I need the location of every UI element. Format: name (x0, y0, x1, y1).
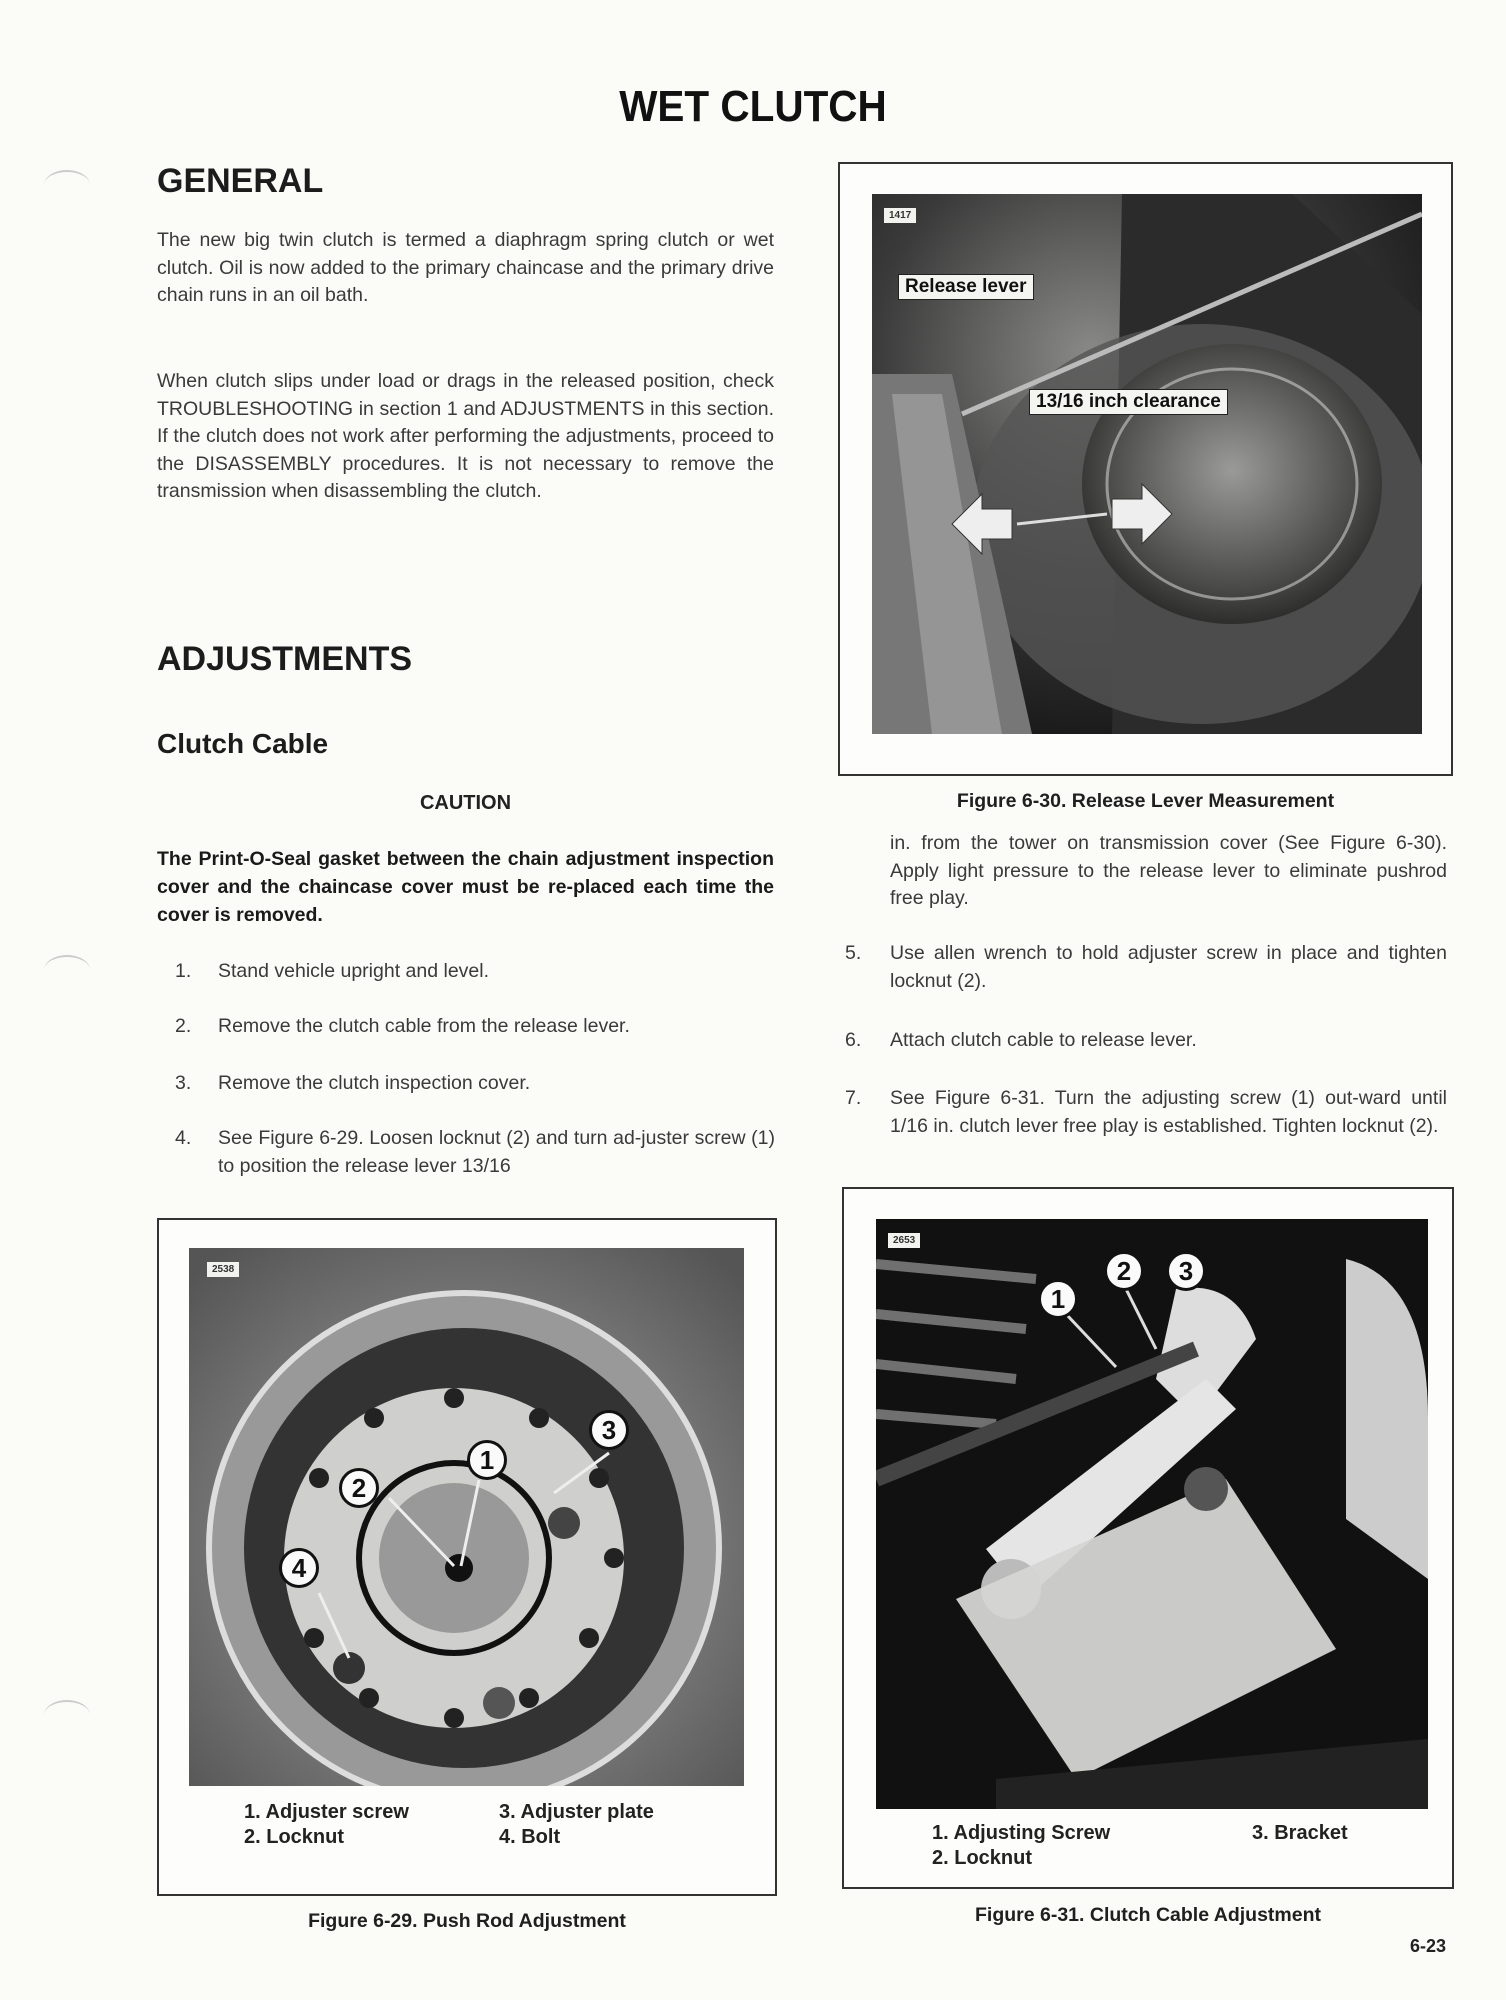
callout-2: 2 (1104, 1251, 1144, 1291)
legend-col (499, 1800, 654, 1850)
callout-3: 3 (589, 1410, 629, 1450)
step-number: 7. (845, 1087, 862, 1109)
legend-col (244, 1800, 409, 1850)
step-text: Attach clutch cable to release lever. (890, 1029, 1197, 1051)
callout-1: 1 (467, 1440, 507, 1480)
step-number: 2. (175, 1015, 192, 1037)
legend-item: 1. Adjuster screw (244, 1801, 409, 1823)
legend-item: 3. Adjuster plate (499, 1801, 654, 1823)
adjustments-heading: ADJUSTMENTS (157, 640, 413, 678)
caution-text: The Print-O-Seal gasket between the chain adjustment inspection cover and the chaincase cover must be re-placed each time the cover is removed. (157, 848, 774, 926)
general-paragraph: When clutch slips under load or drags in the released position, check TROUBLESHOOTING in section 1 and ADJUSTMENTS in this section. If the clutch does not work after performing the adjustments, proceed to the DISASSEMBLY procedures. It is not necessary to remove the transmission when disassembling the clutch. (157, 370, 774, 502)
step-text: Use allen wrench to hold adjuster screw in place and tighten locknut (2). (890, 942, 1447, 992)
step-text: in. from the tower on transmission cover (See Figure 6-30). Apply light pressure to the release lever to eliminate pushrod free play. (890, 832, 1447, 909)
figure-6-31-photo (876, 1219, 1428, 1809)
binder-mark (44, 955, 90, 985)
legend-item: 3. Bracket (1252, 1822, 1348, 1844)
legend-col (932, 1821, 1110, 1871)
binder-mark (44, 170, 90, 200)
step-text: Remove the clutch inspection cover. (218, 1072, 531, 1094)
figure-6-30-caption: Figure 6-30. Release Lever Measurement (956, 790, 1335, 812)
legend-item: 2. Locknut (244, 1826, 345, 1848)
step-item (845, 830, 1447, 913)
callout-1: 1 (1038, 1279, 1078, 1319)
step-number: 4. (175, 1127, 192, 1149)
step-item (175, 1070, 775, 1098)
step-number: 5. (845, 942, 862, 964)
step-text: Remove the clutch cable from the release lever. (218, 1015, 630, 1037)
general-heading: GENERAL (157, 162, 324, 200)
legend-item: 4. Bolt (499, 1826, 561, 1848)
figure-6-29 (157, 1218, 777, 1896)
callout-4: 4 (279, 1548, 319, 1588)
step-number: 3. (175, 1072, 192, 1094)
figure-6-29-photo (189, 1248, 744, 1786)
general-paragraph: The new big twin clutch is termed a diaphragm spring clutch or wet clutch. Oil is now added to the primary chaincase and the primary drive chain runs in an oil bath. (157, 229, 774, 306)
caution-title: CAUTION (419, 792, 512, 814)
binder-mark (44, 1700, 90, 1730)
clutch-cable-photo (876, 1219, 1428, 1809)
step-item (845, 1085, 1447, 1140)
photo-id: 1417 (884, 208, 916, 223)
photo-id: 2653 (888, 1233, 920, 1248)
figure-6-29-caption: Figure 6-29. Push Rod Adjustment (308, 1910, 626, 1932)
legend-col (1252, 1821, 1348, 1846)
step-item (845, 1027, 1447, 1055)
step-number: 1. (175, 960, 192, 982)
step-text: Stand vehicle upright and level. (218, 960, 490, 982)
step-item (175, 1013, 775, 1041)
legend-item: 2. Locknut (932, 1847, 1033, 1869)
figure-6-30-photo (872, 194, 1422, 734)
page-number: 6-23 (1410, 1936, 1447, 1956)
callout-2: 2 (339, 1468, 379, 1508)
step-number: 6. (845, 1029, 862, 1051)
legend-item: 1. Adjusting Screw (932, 1822, 1111, 1844)
clutch-cable-subheading: Clutch Cable (157, 728, 329, 759)
clearance-label: 13/16 inch clearance (1029, 389, 1228, 415)
step-text: See Figure 6-31. Turn the adjusting screw (1) out-ward until 1/16 in. clutch lever free play is established. Tighten locknut (2). (890, 1087, 1447, 1137)
callout-3: 3 (1166, 1251, 1206, 1291)
step-item (175, 958, 775, 986)
figure-6-30 (838, 162, 1453, 776)
figure-6-31-caption: Figure 6-31. Clutch Cable Adjustment (975, 1904, 1321, 1926)
figure-6-31 (842, 1187, 1454, 1889)
release-lever-label: Release lever (898, 274, 1034, 300)
step-item (845, 940, 1447, 995)
step-text: See Figure 6-29. Loosen locknut (2) and turn ad-juster screw (1) to position the release lever 13/16 (218, 1127, 775, 1177)
push-rod-photo (189, 1248, 744, 1786)
page-title: WET CLUTCH (619, 82, 887, 131)
step-item (175, 1125, 775, 1180)
photo-id: 2538 (207, 1262, 239, 1277)
